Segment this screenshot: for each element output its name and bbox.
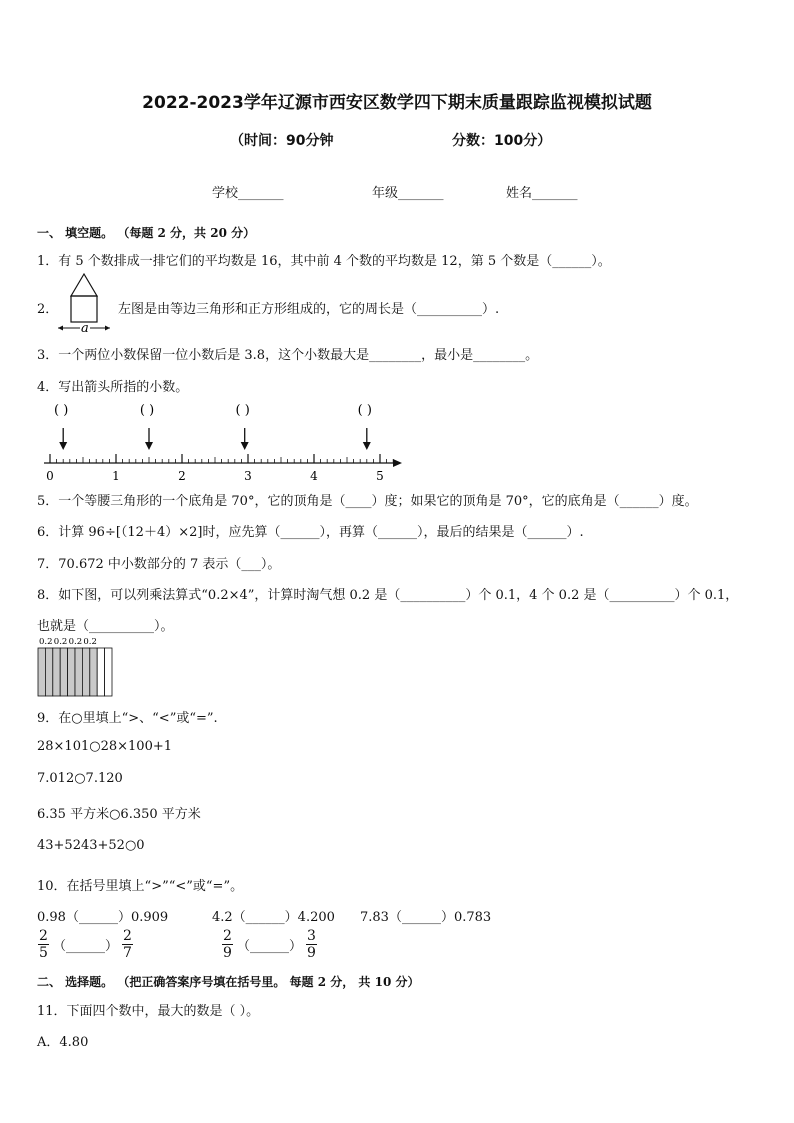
question-8-line1: 8．如下图，可以列乘法算式“0.2×4”，计算时淘气想 0.2 是（__________）个 0.1，4 个 0.2 是（__________）个 0.1，	[37, 588, 739, 603]
fraction-compare-blank-1: （______）	[53, 939, 119, 954]
question-11: 11．下面四个数中，最大的数是（ ）。	[37, 1004, 260, 1019]
strip-label-3: 0.2	[68, 637, 83, 647]
question-10-b: 4.2（______）4.200	[212, 910, 335, 925]
question-4: 4．写出箭头所指的小数。	[37, 380, 189, 395]
strip-4	[60, 648, 67, 696]
question-8-line2: 也就是（__________）。	[37, 619, 174, 634]
pointer-arrowhead-4	[363, 442, 371, 450]
decimal-strips-figure	[37, 634, 117, 698]
fraction-2-9: $\frac{2}{9}$	[223, 928, 232, 961]
tick-label-4: 4	[310, 469, 318, 483]
strip-9	[97, 648, 104, 696]
section-1-heading: 一、 填空题。 （每题 2 分，共 20 分）	[37, 226, 256, 240]
page-title: 2022-2023学年辽源市西安区数学四下期末质量跟踪监视模拟试题	[142, 93, 652, 113]
strip-7	[82, 648, 89, 696]
question-10: 10．在括号里填上“>”“<”或“=”。	[37, 879, 244, 894]
answer-bracket-3[interactable]: ( )	[235, 403, 250, 418]
question-3: 3．一个两位小数保留一位小数后是 3.8，这个小数最大是________，最小是________。	[37, 348, 539, 363]
question-2-number: 2．	[37, 302, 59, 317]
answer-bracket-2[interactable]: ( )	[139, 403, 155, 418]
tick-label-0: 0	[46, 469, 54, 483]
question-10-fraction-1	[38, 928, 133, 961]
tick-label-2: 2	[178, 469, 186, 483]
name-field[interactable]: 姓名_______	[506, 186, 578, 201]
answer-bracket-1[interactable]: ( )	[54, 403, 69, 418]
strip-5	[68, 648, 75, 696]
section-2-heading: 二、 选择题。 （把正确答案序号填在括号里。 每题 2 分， 共 10 分）	[37, 975, 420, 989]
strip-label-1: 0.2	[39, 637, 53, 647]
pointer-arrowhead-3	[241, 442, 249, 450]
strip-label-4: 0.2	[83, 637, 97, 647]
question-10-c: 7.83（______）0.783	[360, 910, 492, 925]
strip-8	[90, 648, 97, 696]
side-label-a: a	[81, 321, 89, 336]
tick-label-3: 3	[244, 469, 252, 483]
question-9: 9．在○里填上“>、“<”或“=”.	[37, 711, 218, 726]
tick-label-1: 1	[112, 469, 120, 483]
question-10-a: 0.98（______）0.909	[37, 910, 169, 925]
strip-2	[45, 648, 52, 696]
strip-6	[75, 648, 82, 696]
pointer-arrowhead-1	[59, 442, 67, 450]
strip-3	[53, 648, 60, 696]
question-11-option-a: A．4.80	[37, 1035, 89, 1050]
strip-1	[38, 648, 45, 696]
strip-10	[105, 648, 112, 696]
question-9-item-4: 43+5243+52○0	[37, 838, 145, 853]
question-1: 1．有 5 个数排成一排它们的平均数是 16，其中前 4 个数的平均数是 12，第 5 个数是（______）。	[37, 254, 611, 269]
question-9-item-3: 6.35 平方米○6.350 平方米	[37, 807, 201, 822]
house-figure	[58, 270, 118, 336]
score-label: 分数：100分）	[452, 133, 552, 149]
strip-label-2: 0.2	[53, 637, 68, 647]
question-9-item-1: 28×101○28×100+1	[37, 739, 173, 754]
number-line	[36, 398, 408, 484]
question-9-item-2: 7.012○7.120	[37, 771, 123, 786]
question-10-fraction-2	[222, 928, 317, 961]
grade-field[interactable]: 年级_______	[372, 186, 444, 201]
question-6: 6．计算 96÷[（12＋4）×2]时，应先算（______），再算（______），最后的结果是（______）.	[37, 525, 584, 540]
question-7: 7．70.672 中小数部分的 7 表示（___）。	[37, 557, 281, 572]
tick-label-5: 5	[376, 469, 384, 483]
fraction-2-5: $\frac{2}{5}$	[39, 928, 48, 961]
fraction-2-7: $\frac{2}{7}$	[123, 928, 132, 961]
answer-bracket-4[interactable]: ( )	[357, 403, 372, 418]
pointer-arrowhead-2	[145, 442, 153, 450]
question-5: 5．一个等腰三角形的一个底角是 70°，它的顶角是（____）度；如果它的顶角是 70°，它的底角是（______）度。	[37, 494, 698, 509]
fraction-3-9: $\frac{3}{9}$	[307, 928, 316, 961]
fraction-compare-blank-2: （______）	[237, 939, 303, 954]
time-label: （时间：90分钟	[230, 133, 334, 149]
school-field[interactable]: 学校_______	[212, 186, 284, 201]
question-2-text: 左图是由等边三角形和正方形组成的，它的周长是（__________）.	[118, 302, 500, 317]
